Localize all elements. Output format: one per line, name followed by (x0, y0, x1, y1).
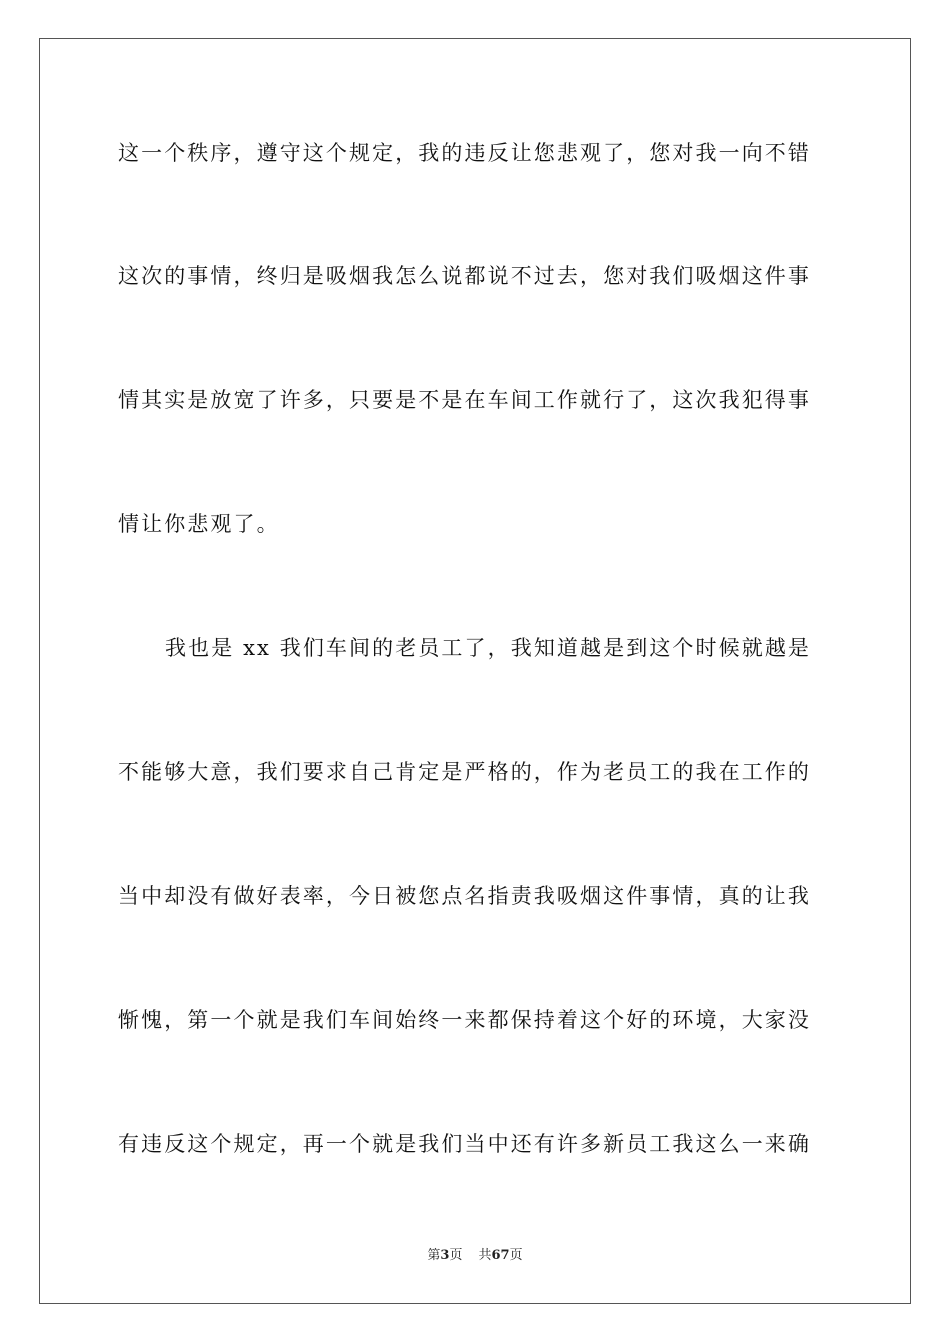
footer-page-number: 3 (440, 1248, 450, 1263)
footer-page-prefix: 第 (427, 1248, 441, 1263)
footer-total-pages: 67 (491, 1248, 510, 1263)
footer-page-suffix: 页 (449, 1248, 463, 1263)
body-line-4: 情让你悲观了。 (118, 512, 280, 536)
body-line-6: 不能够大意，我们要求自己肯定是严格的，作为老员工的我在工作的 (118, 760, 811, 784)
body-line-8: 惭愧，第一个就是我们车间始终一来都保持着这个好的环境，大家没 (118, 1008, 811, 1032)
footer-total-suffix: 页 (509, 1248, 523, 1263)
page-border (39, 38, 911, 1304)
body-line-2: 这次的事情，终归是吸烟我怎么说都说不过去，您对我们吸烟这件事 (118, 264, 811, 288)
body-line-3: 情其实是放宽了许多，只要是不是在车间工作就行了，这次我犯得事 (118, 388, 811, 412)
body-line-5-paragraph-start: 我也是 xx 我们车间的老员工了，我知道越是到这个时候就越是 (165, 636, 812, 660)
page-footer (0, 1247, 950, 1265)
body-line-7: 当中却没有做好表率，今日被您点名指责我吸烟这件事情，真的让我 (118, 884, 811, 908)
body-line-1: 这一个秩序，遵守这个规定，我的违反让您悲观了，您对我一向不错 (118, 141, 811, 165)
body-line-9: 有违反这个规定，再一个就是我们当中还有许多新员工我这么一来确 (118, 1132, 811, 1156)
footer-total-prefix: 共 (478, 1248, 492, 1263)
